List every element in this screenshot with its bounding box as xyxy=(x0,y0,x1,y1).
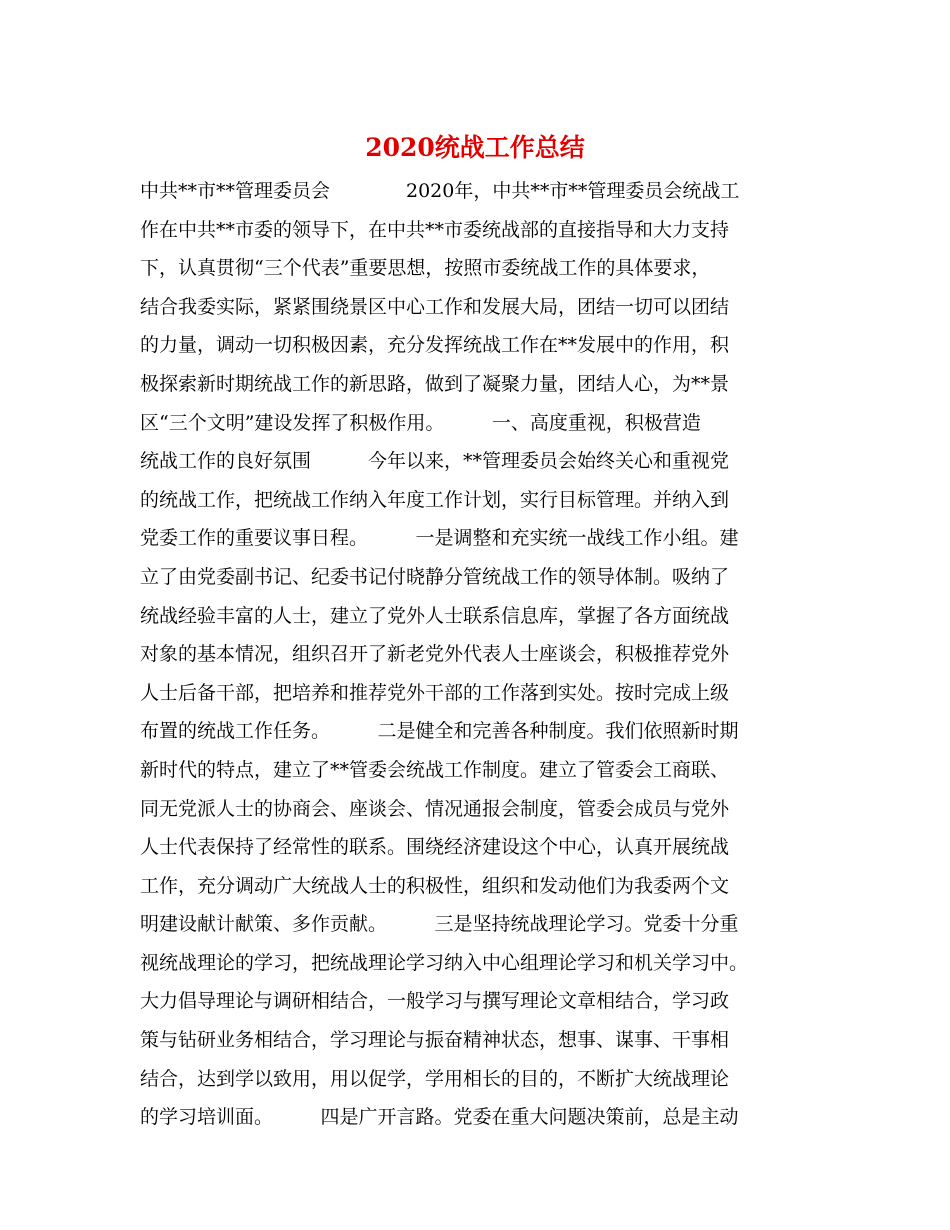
body-line: 立了由党委副书记、纪委书记付晓静分管统战工作的领导体制。吸纳了 xyxy=(140,565,730,588)
body-line: 党委工作的重要议事日程。 一是调整和充实统一战线工作小组。建 xyxy=(140,527,739,550)
body-line: 结合我委实际，紧紧围绕景区中心工作和发展大局，团结一切可以团结 xyxy=(140,295,730,318)
body-line: 视统战理论的学习，把统战理论学习纳入中心组理论学习和机关学习中。 xyxy=(140,951,749,974)
body-line: 策与钻研业务相结合，学习理论与振奋精神状态，想事、谋事、干事相 xyxy=(140,1029,730,1052)
body-line: 的力量，调动一切积极因素，充分发挥统战工作在**发展中的作用，积 xyxy=(140,334,730,357)
body-line: 工作，充分调动广大统战人士的积极性，组织和发动他们为我委两个文 xyxy=(140,874,730,897)
body-line: 的统战工作，把统战工作纳入年度工作计划，实行目标管理。并纳入到 xyxy=(140,488,730,511)
body-line: 作在中共**市委的领导下，在中共**市委统战部的直接指导和大力支持 xyxy=(140,218,730,241)
body-line: 对象的基本情况，组织召开了新老党外代表人士座谈会，积极推荐党外 xyxy=(140,643,730,666)
body-line: 区“三个文明”建设发挥了积极作用。 一、高度重视，积极营造 xyxy=(140,411,701,434)
body-line: 布置的统战工作任务。 二是健全和完善各种制度。我们依照新时期 xyxy=(140,720,739,743)
body-line: 极探索新时期统战工作的新思路，做到了凝聚力量，团结人心，为**景 xyxy=(140,372,730,395)
body-line: 下，认真贯彻“三个代表”重要思想，按照市委统战工作的具体要求， xyxy=(140,257,711,280)
body-line: 中共**市**管理委员会 2020年，中共**市**管理委员会统战工 xyxy=(140,180,740,202)
body-line: 的学习培训面。 四是广开言路。党委在重大问题决策前，总是主动 xyxy=(140,1106,739,1129)
body-line: 统战工作的良好氛围 今年以来，**管理委员会始终关心和重视党 xyxy=(140,450,730,473)
body-line: 大力倡导理论与调研相结合，一般学习与撰写理论文章相结合，学习政 xyxy=(140,990,730,1013)
body-line: 人士后备干部，把培养和推荐党外干部的工作落到实处。按时完成上级 xyxy=(140,681,730,704)
body-line: 新时代的特点，建立了**管委会统战工作制度。建立了管委会工商联、 xyxy=(140,758,730,781)
document-title: 2020统战工作总结 xyxy=(365,133,585,162)
body-line: 明建设献计献策、多作贡献。 三是坚持统战理论学习。党委十分重 xyxy=(140,913,739,936)
body-line: 结合，达到学以致用，用以促学，学用相长的目的，不断扩大统战理论 xyxy=(140,1067,730,1090)
body-line: 人士代表保持了经常性的联系。围绕经济建设这个中心，认真开展统战 xyxy=(140,836,730,859)
body-line: 同无党派人士的协商会、座谈会、情况通报会制度，管委会成员与党外 xyxy=(140,797,730,820)
document-body xyxy=(140,172,820,1137)
body-line: 统战经验丰富的人士，建立了党外人士联系信息库，掌握了各方面统战 xyxy=(140,604,730,627)
